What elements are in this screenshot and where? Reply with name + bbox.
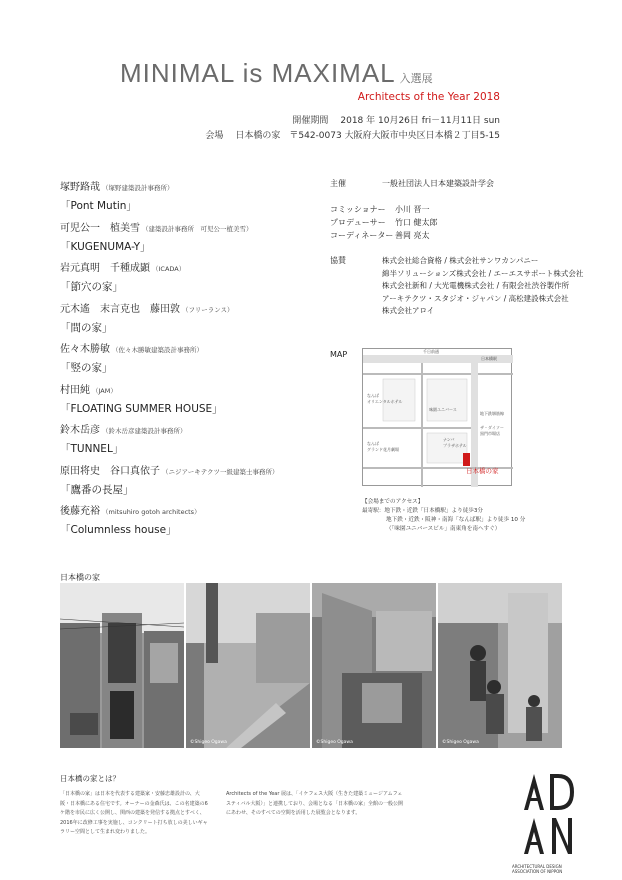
- logo-caption: [512, 864, 562, 874]
- access-line: 地下鉄・近鉄・阪神・南海「なんば駅」より徒歩 10 分: [386, 517, 526, 523]
- entry: [60, 462, 315, 503]
- firm-name: （JAM）: [92, 386, 117, 395]
- sponsor-line: アーキテクツ・スタジオ・ジャパン / 高松建設株式会社: [382, 293, 569, 303]
- logo-caption-line: ARCHITECTURAL DESIGN: [512, 864, 562, 869]
- map-text: オリエンタルホテル: [367, 399, 403, 404]
- entry: [60, 502, 315, 543]
- photo-stairs: [186, 583, 310, 748]
- credits: [330, 178, 592, 318]
- staff-list: [330, 204, 592, 243]
- work-title: 「竪の家」: [60, 362, 113, 374]
- map-road: [363, 427, 471, 429]
- firm-name: （ニジアーキテクツ一級建築士事務所）: [162, 467, 279, 476]
- entry: [60, 178, 315, 219]
- entry-names: [60, 300, 315, 315]
- entry: [60, 381, 315, 422]
- venue: [205, 128, 500, 141]
- architect-names: 可児公一 植美雪: [60, 222, 140, 234]
- staff-row: [330, 230, 592, 243]
- map-text: 黒門市場店: [480, 431, 500, 436]
- venue-label: 会場: [205, 131, 224, 141]
- entry: [60, 340, 315, 381]
- firm-name: （ICADA）: [152, 265, 186, 273]
- entry-names: [60, 502, 315, 517]
- about-text: 「日本橋の家」は日本を代表する建築家・安藤忠雄設計の、大阪・日本橋にある住宅です。オーナーの金森氏は、この名建築の6ケ階を市民に広く公開し、関西の建築を発信する拠点とすべく、2016年に改修工事を実施し、コンクリート打ち放しの美しいギャラリー空間として生まれ変わりました。: [60, 791, 208, 835]
- entry: [60, 219, 315, 260]
- staff-row: [330, 217, 592, 230]
- staff-name: 小川 晋一: [395, 205, 430, 214]
- entry-names: [60, 381, 315, 396]
- staff-name: 竹口 健太郎: [395, 218, 438, 227]
- work-title: 「Pont Mutin」: [60, 200, 137, 212]
- access-title: 【会場までのアクセス】: [362, 499, 424, 505]
- title-row: [120, 58, 433, 89]
- destination-marker: [463, 453, 470, 466]
- sponsors: [330, 255, 592, 318]
- work-title: 「TUNNEL」: [60, 443, 124, 455]
- entries-list: [60, 178, 315, 543]
- staff-role: プロデューサー: [330, 218, 386, 227]
- entry-names: [60, 219, 315, 234]
- destination-label: 日本橋の家: [466, 467, 499, 475]
- about-text-aoy: Architects of the Year 展は、「イケフェス大阪（生きた建築ミュージアムフェスティバル大阪）」と連携しており、会場となる「日本橋の家」全館の一般公開にあわせ、そのすべての空間を活用した展覧会となります。: [226, 791, 404, 816]
- organizer-label: 主催: [330, 179, 346, 188]
- firm-name: （塚野建築設計事務所）: [102, 184, 174, 192]
- firm-name: （鈴木岳彦建築設計事務所）: [102, 427, 187, 435]
- map-text: グランド花月劇場: [367, 447, 399, 452]
- access-info: [362, 498, 525, 534]
- photo-interior-graphic: [312, 583, 436, 748]
- photo-credit: ©Shigeo Ogawa: [442, 740, 479, 745]
- photo-visitors-graphic: [438, 583, 562, 748]
- sponsor-line: 株式会社アロイ: [382, 306, 435, 315]
- entry: [60, 300, 315, 341]
- about-title: 日本橋の家とは？: [60, 774, 120, 783]
- staff-row: [330, 204, 592, 217]
- architect-names: 佐々木勝敏: [60, 344, 110, 355]
- dates-label: 開催期間: [292, 116, 329, 126]
- sponsor-line: 株式会社新和 / 大光電機株式会社 / 有限会社渋谷製作所: [382, 281, 570, 290]
- photo-interior: [312, 583, 436, 748]
- entry-names: [60, 259, 315, 274]
- adan-logo-graphic: [520, 772, 586, 862]
- map-text: ザ・ダイソー: [480, 425, 504, 430]
- work-title: 「間の家」: [60, 321, 113, 334]
- organizer: [330, 178, 592, 189]
- work-title: 「FLOATING SUMMER HOUSE」: [60, 402, 223, 415]
- map-text: 味園ユニバース: [429, 407, 457, 412]
- staff-name: 善岡 亮太: [395, 231, 430, 240]
- venue-value: 日本橋の家 〒542-0073 大阪府大阪市中央区日本橋２丁目5-15: [235, 131, 500, 141]
- photos-label: 日本橋の家: [60, 573, 100, 582]
- sponsor-line: 綿半ソリューションズ株式会社 / エーエスサポート株式会社: [382, 268, 584, 278]
- organizer-value: 一般社団法人日本建築設計学会: [382, 179, 494, 188]
- photo-stairs-graphic: [186, 583, 310, 748]
- architect-names: 元木遙 末言克也 藤田敦: [60, 303, 180, 315]
- adan-logo: [520, 772, 586, 862]
- photo-visitors: [438, 583, 562, 748]
- entry-names: [60, 340, 315, 355]
- architect-names: 原田将史 谷口真依子: [60, 465, 160, 477]
- map-text: 日本橋駅: [481, 356, 497, 361]
- firm-name: （mitsuhiro gotoh architects）: [102, 508, 201, 516]
- architect-names: 岩元真明 千種成顕: [60, 263, 150, 274]
- dates-value: 2018 年 10月26日 fri－11月11日 sun: [340, 116, 500, 126]
- photo-facade: [60, 583, 184, 748]
- map-road: [363, 373, 513, 375]
- work-title: 「鷹番の長屋」: [60, 483, 134, 496]
- work-title: 「節穴の家」: [60, 281, 123, 293]
- access-line: （「味園ユニバースビル」南東角を南へすぐ）: [386, 526, 501, 532]
- map-text: 地下鉄堺筋線: [480, 411, 504, 416]
- entry-names: [60, 462, 315, 477]
- staff-role: コミッショナー: [330, 205, 386, 214]
- map-text: なんば: [367, 393, 379, 398]
- photo-credit: ©Shigeo Ogawa: [190, 740, 227, 745]
- entry: [60, 259, 315, 300]
- map-text: 千日前通: [423, 349, 439, 354]
- entry-names: [60, 178, 315, 193]
- map-text: なんば: [367, 441, 379, 446]
- sponsor-label: 協賛: [330, 256, 346, 265]
- work-title: 「KUGENUMA-Y」: [60, 240, 151, 253]
- sponsor-line: 株式会社総合資格 / 株式会社サンワカンパニー: [382, 256, 539, 265]
- work-title: 「Columnless house」: [60, 524, 177, 536]
- logo-caption-line: ASSOCIATION OF NIPPON: [512, 869, 563, 874]
- map-text: プラザホテル: [443, 443, 467, 448]
- architect-names: 塚野路哉: [60, 182, 100, 193]
- staff-role: コーディネーター: [330, 231, 394, 240]
- firm-name: （佐々木勝敏建築設計事務所）: [112, 346, 203, 354]
- entry-names: [60, 421, 315, 436]
- access-line: 最寄駅：地下鉄・近鉄「日本橋駅」より徒歩3分: [362, 508, 484, 514]
- map-block: [427, 379, 467, 421]
- page-title: MINIMAL is MAXIMAL: [120, 58, 396, 88]
- entry: [60, 421, 315, 462]
- architect-names: 村田純: [60, 384, 90, 396]
- subtitle: Architects of the Year 2018: [357, 91, 500, 103]
- firm-name: （建築設計事務所 可児公一植美雪）: [142, 224, 253, 233]
- photo-facade-graphic: [60, 583, 184, 748]
- photo-credit: ©Shigeo Ogawa: [316, 740, 353, 745]
- title-suffix: 入選展: [399, 72, 433, 85]
- map-text: ナンバ: [443, 437, 455, 442]
- map-label: MAP: [330, 350, 348, 359]
- exhibition-dates: [292, 113, 500, 126]
- architect-names: 後藤充裕: [60, 506, 100, 517]
- sponsor-list: [382, 255, 583, 318]
- firm-name: （フリーランス）: [182, 305, 234, 314]
- access-map: [362, 348, 512, 486]
- architect-names: 鈴木岳彦: [60, 425, 100, 436]
